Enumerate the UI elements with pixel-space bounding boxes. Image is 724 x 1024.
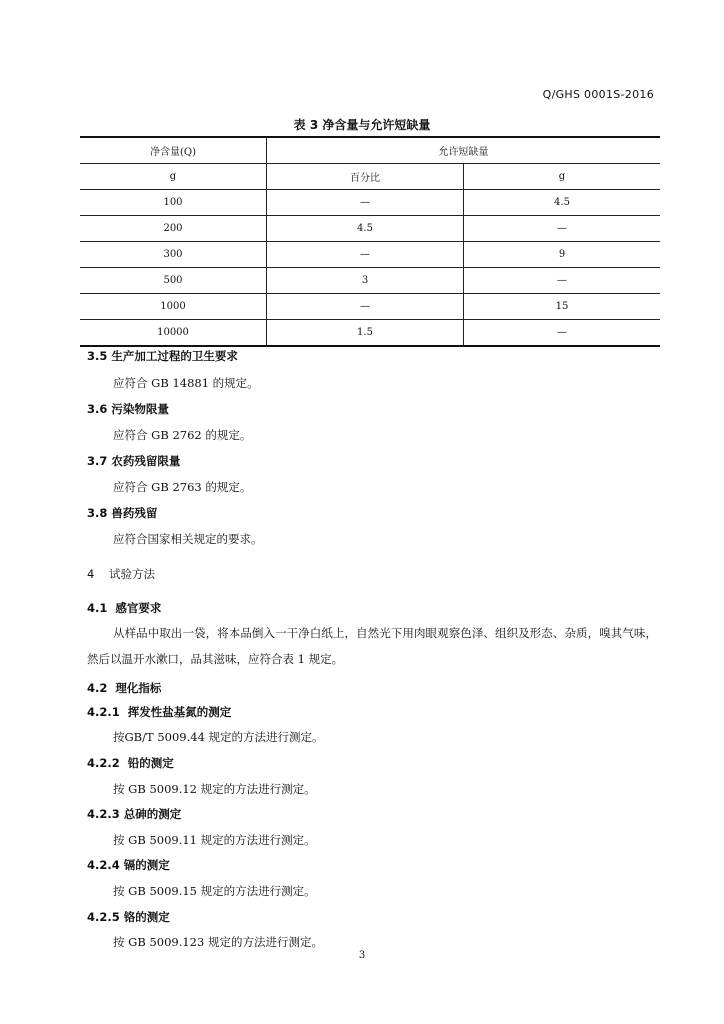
cell-percent: — <box>267 294 464 320</box>
table-title: 表 3 净含量与允许短缺量 <box>293 118 431 132</box>
section-heading-3-5: 3.5 生产加工过程的卫生要求 <box>87 349 238 363</box>
cell-q: 500 <box>80 268 267 294</box>
section-heading-3-7: 3.7 农药残留限量 <box>87 454 181 468</box>
unit-percent: 百分比 <box>267 164 464 190</box>
cell-g: 4.5 <box>464 190 661 216</box>
section-body-3-8: 应符合国家相关规定的要求。 <box>113 532 263 546</box>
section-heading-4-2-4: 4.2.4 镉的测定 <box>87 858 170 872</box>
table-row <box>80 294 660 320</box>
net-content-table <box>80 136 660 347</box>
section-heading-4-2-2: 4.2.2 铅的测定 <box>87 756 174 770</box>
cell-g: — <box>464 216 661 242</box>
cell-q: 1000 <box>80 294 267 320</box>
cell-percent: — <box>267 242 464 268</box>
section-body-4-2-5: 按 GB 5009.123 规定的方法进行测定。 <box>113 935 323 949</box>
section-heading-4-2-5: 4.2.5 铬的测定 <box>87 910 170 924</box>
section-heading-4-2-1: 4.2.1 挥发性盐基氮的测定 <box>87 705 232 719</box>
col-net-content-header: 净含量(Q) <box>80 137 267 164</box>
table-row <box>80 216 660 242</box>
document-code: Q/GHS 0001S-2016 <box>542 88 654 101</box>
cell-percent: — <box>267 190 464 216</box>
cell-q: 300 <box>80 242 267 268</box>
cell-percent: 3 <box>267 268 464 294</box>
cell-g: 15 <box>464 294 661 320</box>
section-body-4-2-3: 按 GB 5009.11 规定的方法进行测定。 <box>113 833 316 847</box>
section-heading-4: 4 试验方法 <box>87 567 155 581</box>
cell-percent: 4.5 <box>267 216 464 242</box>
unit-g: g <box>464 164 661 190</box>
table-header-row <box>80 137 660 164</box>
table-row <box>80 268 660 294</box>
cell-q: 200 <box>80 216 267 242</box>
table-row <box>80 242 660 268</box>
section-heading-3-8: 3.8 兽药残留 <box>87 506 158 520</box>
cell-percent: 1.5 <box>267 320 464 347</box>
cell-g: — <box>464 320 661 347</box>
section-body-4-2-2: 按 GB 5009.12 规定的方法进行测定。 <box>113 782 316 796</box>
section-heading-4-2-3: 4.2.3 总砷的测定 <box>87 807 182 821</box>
table-row <box>80 190 660 216</box>
page-number: 3 <box>358 950 366 961</box>
section-body-4-2-4: 按 GB 5009.15 规定的方法进行测定。 <box>113 884 316 898</box>
section-body-4-2-1: 按GB/T 5009.44 规定的方法进行测定。 <box>113 730 324 744</box>
section-body-4-1: 从样品中取出一袋，将本品倒入一干净白纸上，自然光下用肉眼观察色泽、组织及形态、杂质，嗅其气味，然后以温开水漱口，品其滋味，应符合表 1 规定。 <box>87 626 657 666</box>
cell-g: 9 <box>464 242 661 268</box>
section-heading-4-1: 4.1 感官要求 <box>87 601 162 615</box>
cell-g: — <box>464 268 661 294</box>
table-row <box>80 320 660 347</box>
section-heading-3-6: 3.6 污染物限量 <box>87 402 169 416</box>
section-body-3-7: 应符合 GB 2763 的规定。 <box>113 480 252 494</box>
col-allowance-header: 允许短缺量 <box>267 137 661 164</box>
section-heading-4-2: 4.2 理化指标 <box>87 681 162 695</box>
section-body-3-5: 应符合 GB 14881 的规定。 <box>113 376 259 390</box>
section-body-3-6: 应符合 GB 2762 的规定。 <box>113 428 252 442</box>
table-unit-row <box>80 164 660 190</box>
cell-q: 100 <box>80 190 267 216</box>
cell-q: 10000 <box>80 320 267 347</box>
unit-q: g <box>80 164 267 190</box>
